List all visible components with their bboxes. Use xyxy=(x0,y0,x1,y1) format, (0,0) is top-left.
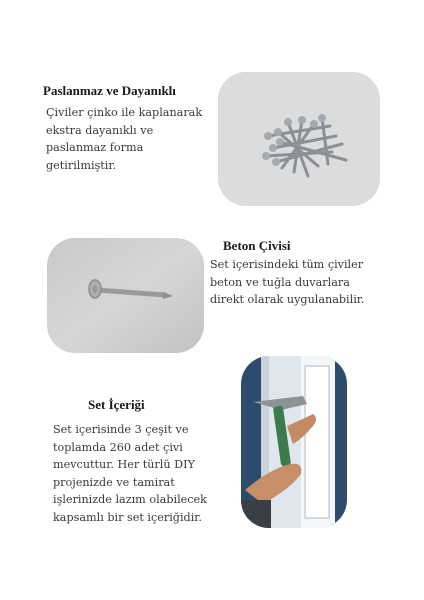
hammer-window-image xyxy=(241,356,347,528)
section-1-text: Çiviler çinko ile kaplanarak ekstra dayanıklı ve paslanmaz forma getirilmiştir. xyxy=(46,106,203,172)
section-3-text: Set içerisinde 3 çeşit ve toplamda 260 adet çivi mevcuttur. Her türlü DIY projenizde ve tamirat işlerinizde lazım olabilecek kapsamlı bir set içeriğidir. xyxy=(53,423,207,524)
section-1-title: Paslanmaz ve Dayanıklı xyxy=(43,83,176,98)
section-3-title: Set İçeriği xyxy=(88,397,145,412)
section-2-text: Set içerisindeki tüm çiviler beton ve tuğla duvarlara direkt olarak uygulanabilir. xyxy=(210,258,365,307)
section-2-title: Beton Çivisi xyxy=(223,238,291,253)
hammer-icon xyxy=(241,356,347,528)
nails-pile-image xyxy=(218,72,380,206)
nail-in-wall-image xyxy=(47,238,204,353)
nails-pile-icon xyxy=(218,72,380,206)
nail-wall-icon xyxy=(47,238,204,353)
